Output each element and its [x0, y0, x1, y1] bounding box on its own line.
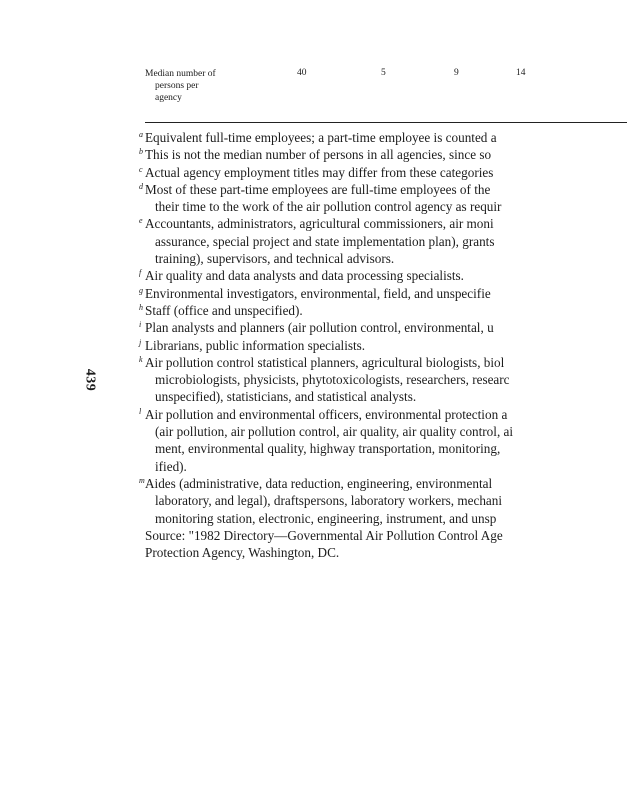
table-row-median-persons	[145, 68, 627, 118]
footnote-marker: d	[139, 181, 143, 191]
footnote-marker: a	[139, 130, 143, 139]
footnote-marker: b	[139, 147, 143, 157]
footnote-d	[139, 181, 627, 216]
footnote-line: Air pollution and environmental officers, environmental protection a	[145, 406, 508, 422]
table-bottom-rule	[145, 122, 627, 123]
footnote-line: Plan analysts and planners (air pollution control, environmental, u	[145, 320, 494, 336]
footnote-line: Most of these part-time employees are full-time employees of the	[145, 181, 491, 197]
footnote-m	[139, 475, 627, 527]
footnote-line: Aides (administrative, data reduction, engineering, environmental	[145, 475, 493, 491]
footnote-marker: f	[139, 268, 142, 278]
footnote-h	[139, 302, 627, 319]
footnote-b	[139, 146, 627, 163]
table-cell: 40	[297, 68, 307, 78]
footnote-a	[139, 129, 627, 146]
table-cell: 5	[381, 68, 386, 78]
footnote-line: microbiologists, physicists, phytotoxicologists, researchers, researc	[155, 372, 510, 388]
footnote-marker: l	[139, 406, 142, 416]
footnote-line: training), supervisors, and technical advisors.	[155, 251, 395, 267]
footnote-line: Air quality and data analysts and data processing specialists.	[145, 268, 464, 284]
footnote-line: (air pollution, air pollution control, air quality, air quality control, ai	[155, 424, 514, 440]
footnote-marker: j	[139, 337, 142, 347]
footnote-line: monitoring station, electronic, engineering, instrument, and unsp	[155, 510, 497, 526]
footnote-e	[139, 215, 627, 267]
footnote-line: Actual agency employment titles may differ from these categories	[145, 164, 494, 180]
footnote-line: assurance, special project and state implementation plan), grants	[155, 233, 495, 249]
footnote-line: laboratory, and legal), draftspersons, laboratory workers, mechani	[155, 493, 503, 509]
footnote-f	[139, 267, 627, 284]
footnote-line: Equivalent full-time employees; a part-time employee is counted a	[145, 130, 497, 145]
table-cell: 9	[454, 68, 459, 78]
footnote-marker: e	[139, 216, 143, 226]
footnote-line: ified).	[155, 458, 187, 474]
footnote-k	[139, 354, 627, 406]
footnote-c	[139, 164, 627, 181]
footnotes	[139, 129, 627, 561]
page-number: 439	[82, 368, 98, 392]
footnote-line: Staff (office and unspecified).	[145, 302, 303, 318]
source-line: Protection Agency, Washington, DC.	[145, 545, 340, 561]
source-citation	[145, 527, 627, 562]
footnote-marker: g	[139, 285, 143, 295]
footnote-j	[139, 337, 627, 354]
footnote-marker: c	[139, 164, 143, 174]
footnote-marker: m	[139, 475, 145, 485]
footnote-line: their time to the work of the air pollution control agency as requir	[155, 199, 502, 215]
footnote-line: Air pollution control statistical planners, agricultural biologists, biol	[145, 354, 505, 370]
footnote-line: Librarians, public information specialists.	[145, 337, 366, 353]
row-label	[145, 68, 255, 104]
footnote-g	[139, 285, 627, 302]
footnote-i	[139, 319, 627, 336]
footnote-line: Environmental investigators, environmental, field, and unspecifie	[145, 285, 491, 301]
footnote-line: Accountants, administrators, agricultural commissioners, air moni	[145, 216, 494, 232]
footnote-marker: k	[139, 354, 143, 364]
row-label-line: persons per	[155, 81, 199, 91]
row-label-line: agency	[155, 93, 182, 103]
footnote-marker: i	[139, 320, 142, 330]
source-line: Source: "1982 Directory—Governmental Air Pollution Control Age	[145, 527, 503, 543]
footnote-marker: h	[139, 302, 143, 312]
footnote-line: This is not the median number of persons in all agencies, since so	[145, 147, 492, 163]
footnote-l	[139, 406, 627, 475]
table-cell: 14	[516, 68, 526, 78]
footnote-line: unspecified), statisticians, and statistical analysts.	[155, 389, 417, 405]
footnote-line: ment, environmental quality, highway transportation, monitoring,	[155, 441, 501, 457]
row-label-line: Median number of	[145, 69, 216, 79]
